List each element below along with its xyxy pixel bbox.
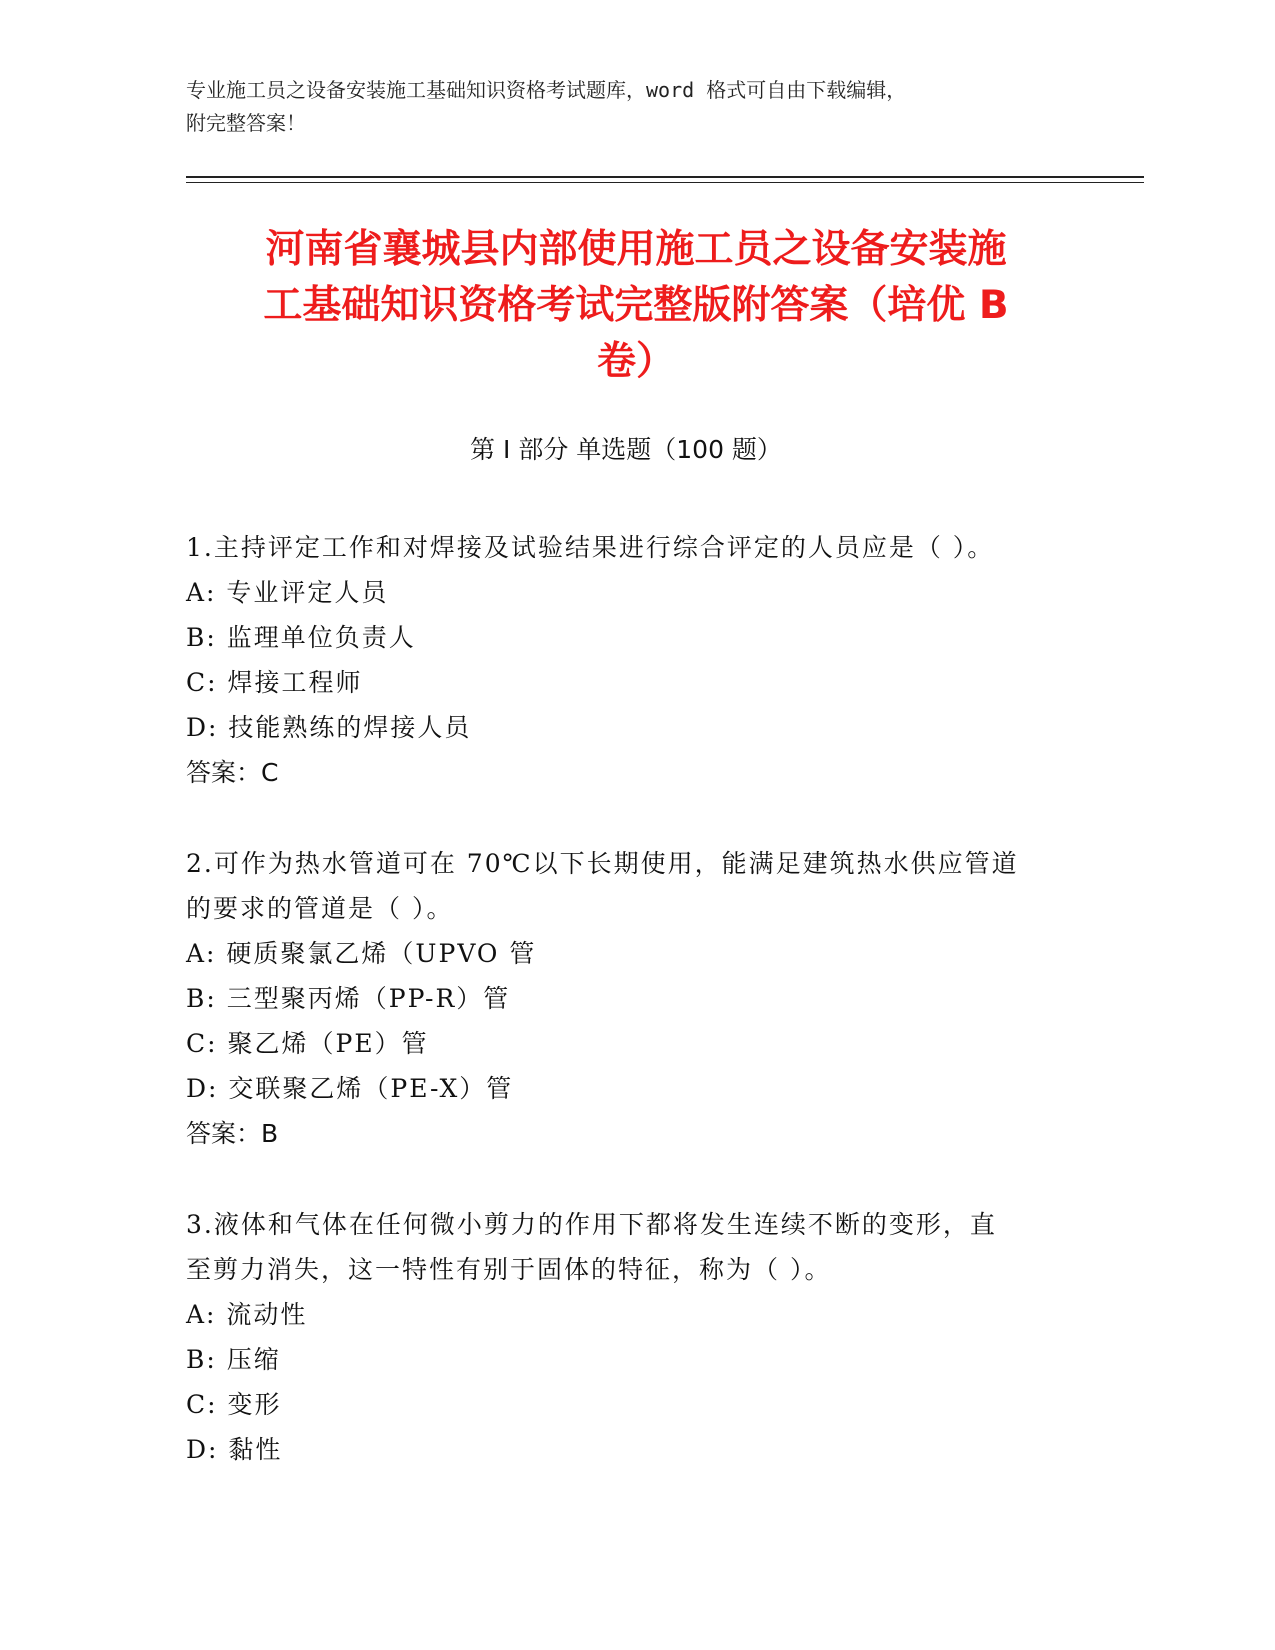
- option-c: C: 聚乙烯（PE）管: [186, 1029, 429, 1058]
- document-title-line-1: 河南省襄城县内部使用施工员之设备安装施: [265, 227, 1007, 272]
- option-a: A: 专业评定人员: [186, 578, 389, 607]
- question-list: [186, 525, 1086, 1518]
- section-title: 第 I 部分 单选题（100 题）: [470, 435, 782, 464]
- header-note-line-2: 附完整答案！: [186, 111, 306, 135]
- question-text-continued: 至剪力消失，这一特性有别于固体的特征，称为（ ）。: [186, 1255, 832, 1284]
- option-a: A: 硬质聚氯乙烯（UPVO 管: [186, 939, 537, 968]
- document-title-line-3: 卷）: [596, 339, 675, 384]
- question-text-continued: 的要求的管道是（ ）。: [186, 894, 454, 923]
- option-d: D: 交联聚乙烯（PE-X）管: [186, 1074, 514, 1103]
- question-text: 2.可作为热水管道可在 70℃以下长期使用，能满足建筑热水供应管道: [186, 849, 1019, 878]
- question-text: 3.液体和气体在任何微小剪力的作用下都将发生连续不断的变形，直: [186, 1210, 997, 1239]
- document-title-line-2: 工基础知识资格考试完整版附答案（培优 B: [263, 283, 1009, 328]
- option-b: B: 压缩: [186, 1345, 281, 1374]
- header-note-line-1: 专业施工员之设备安装施工基础知识资格考试题库，word 格式可自由下载编辑，: [186, 78, 907, 102]
- header-note: [186, 74, 1066, 140]
- answer: 答案：C: [186, 758, 279, 787]
- question-text: 1.主持评定工作和对焊接及试验结果进行综合评定的人员应是（ ）。: [186, 533, 995, 562]
- header-divider-thick: [186, 176, 1144, 178]
- option-b: B: 监理单位负责人: [186, 623, 416, 652]
- option-c: C: 变形: [186, 1390, 282, 1419]
- question-3: [186, 1202, 1086, 1472]
- option-a: A: 流动性: [186, 1300, 308, 1329]
- question-1: [186, 525, 1086, 795]
- option-d: D: 技能熟练的焊接人员: [186, 713, 472, 742]
- option-c: C: 焊接工程师: [186, 668, 363, 697]
- header-divider-thin: [186, 182, 1144, 183]
- question-2: [186, 841, 1086, 1156]
- answer: 答案：B: [186, 1119, 279, 1148]
- option-b: B: 三型聚丙烯（PP-R）管: [186, 984, 511, 1013]
- option-d: D: 黏性: [186, 1435, 283, 1464]
- document-title: [186, 222, 1086, 390]
